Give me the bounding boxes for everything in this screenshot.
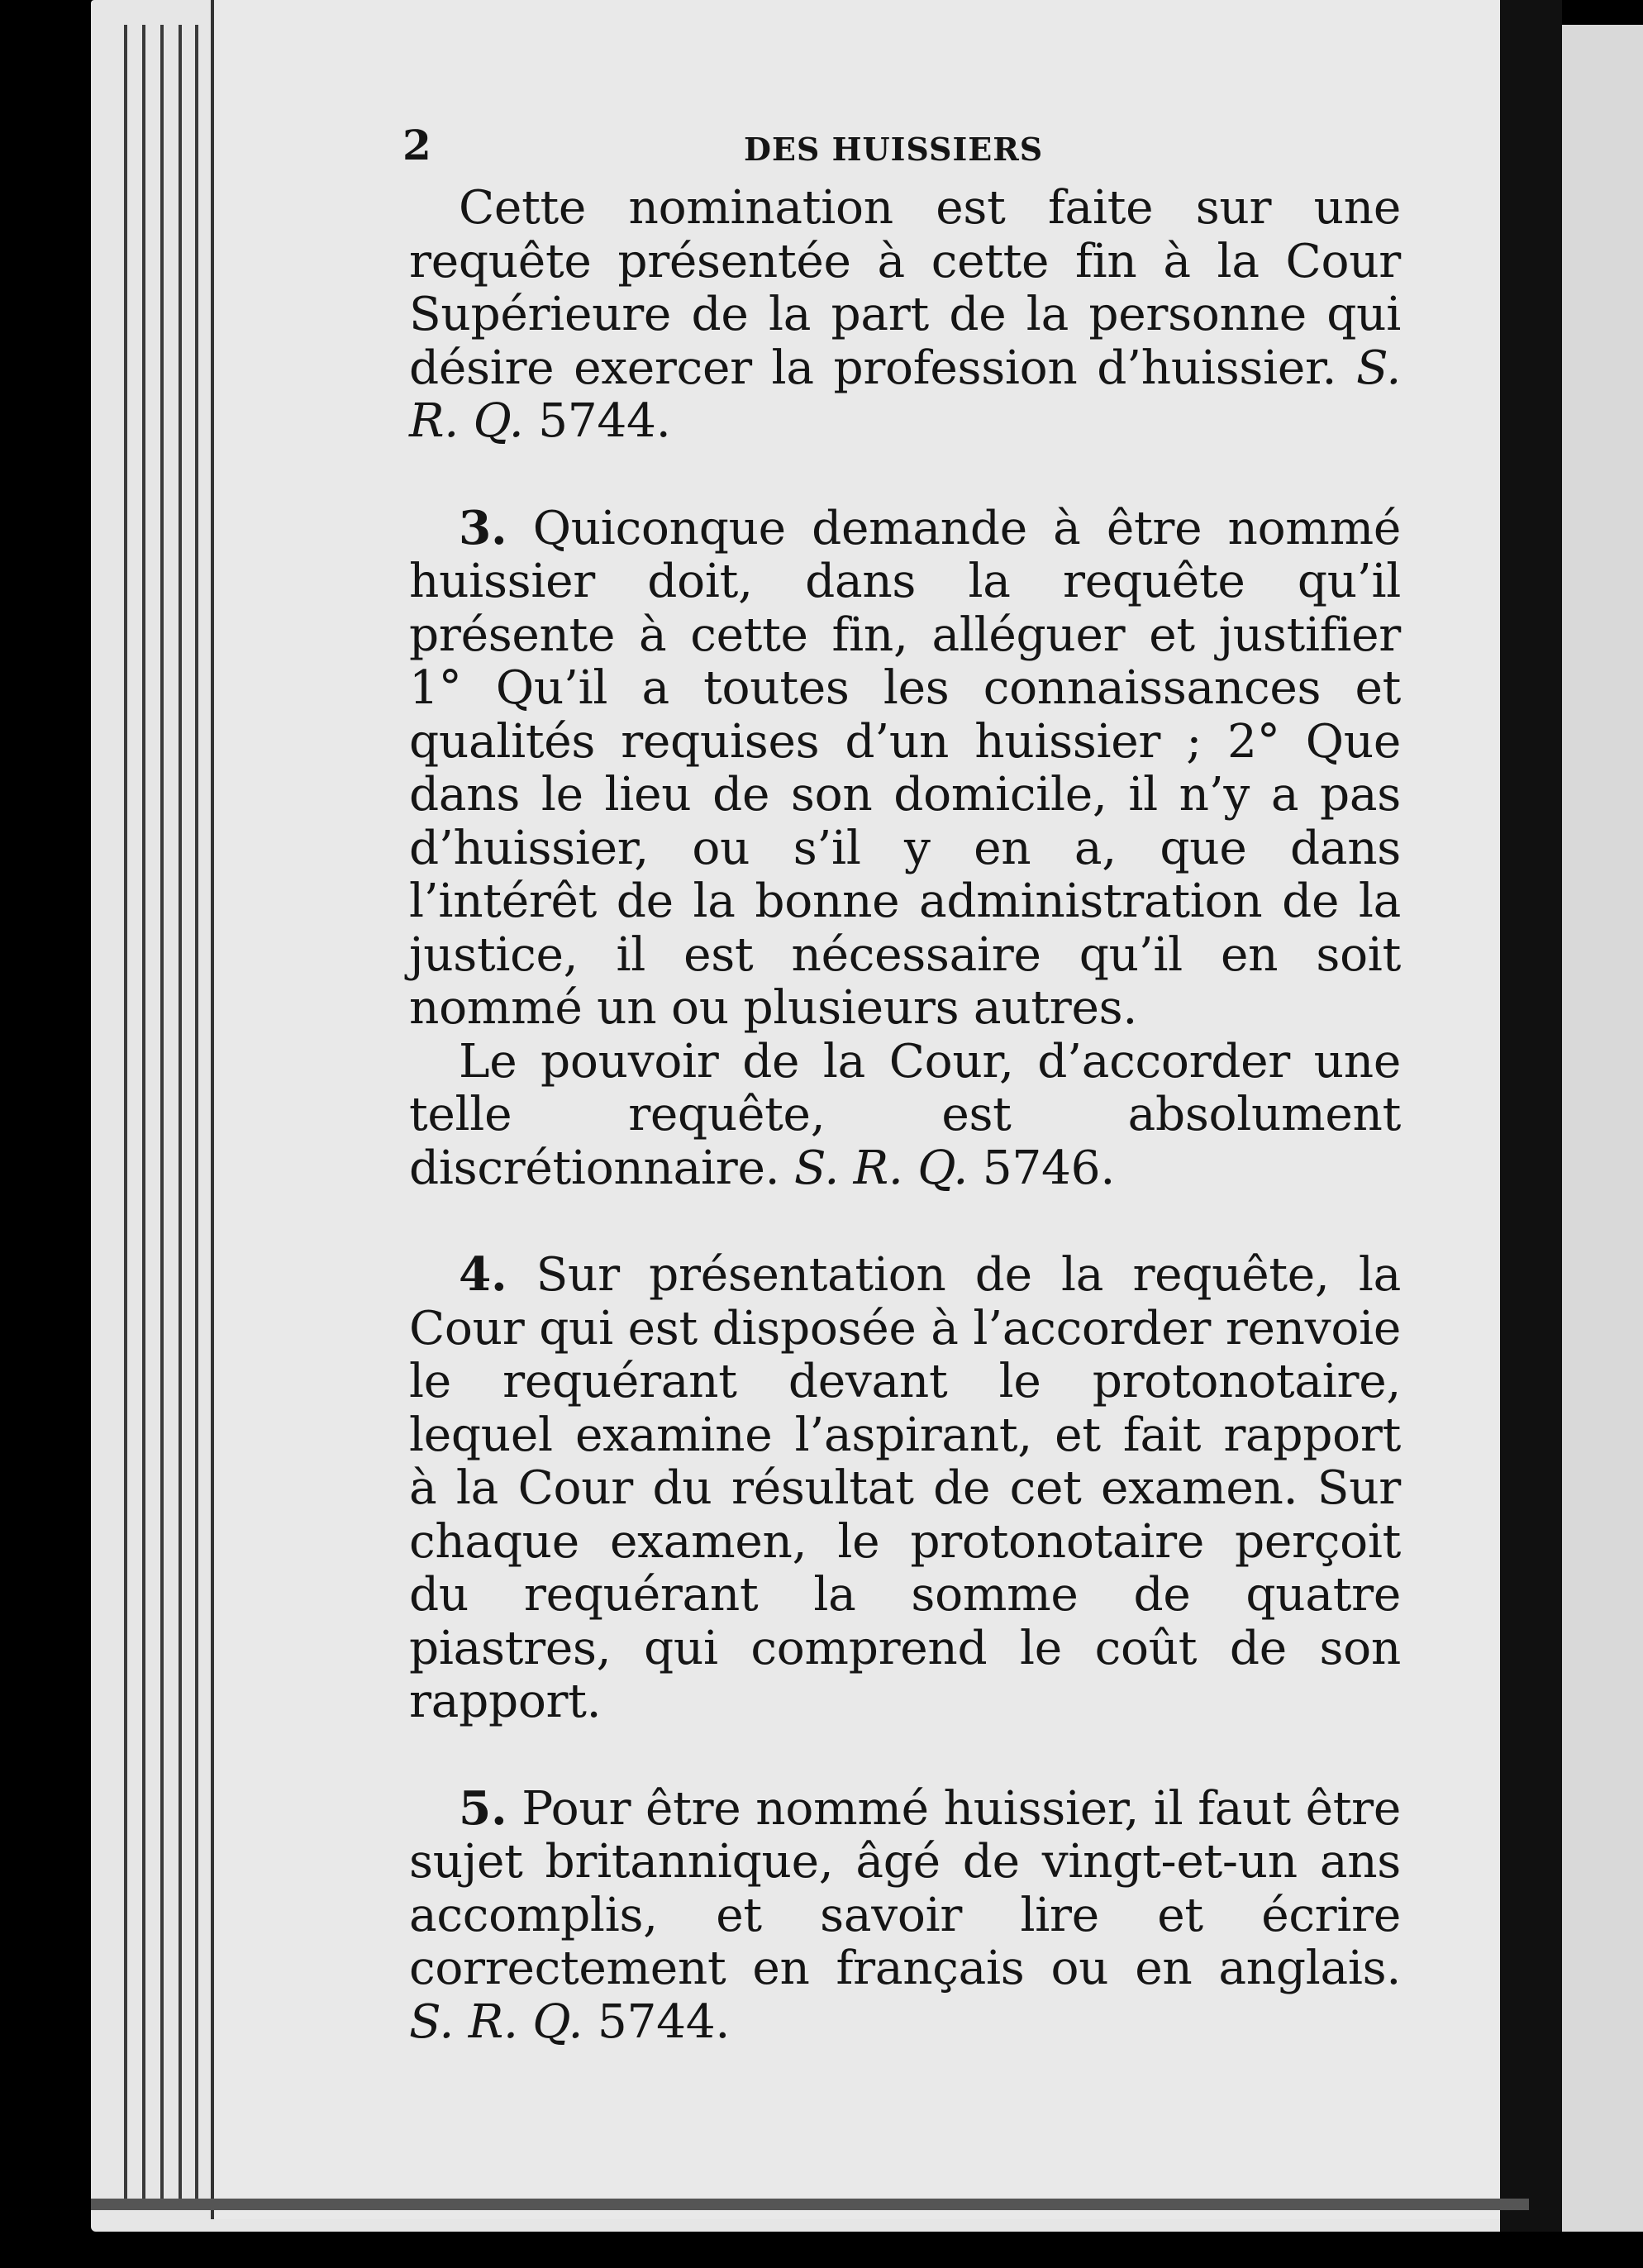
paragraph-text: Le pouvoir de la Cour, d’accorder une telle requête, est absolument discrétionnaire. [409, 1034, 1401, 1195]
running-header [402, 116, 1401, 182]
article-5 [409, 1782, 1401, 2050]
page-edge-line [195, 25, 198, 2199]
article-number: 4. [459, 1247, 507, 1302]
page-edge-line [179, 25, 182, 2199]
statute-number: 5746. [982, 1141, 1115, 1195]
page-edge-line [124, 25, 127, 2199]
statute-reference: S. R. Q. [793, 1141, 969, 1195]
paragraph-text: Pour être nommé huissier, il faut être sujet britannique, âgé de vingt-et-un ans accomplis, et savoir lire et écrire correctement en français ou en anglais. [409, 1781, 1401, 1995]
page-edge-line [142, 25, 145, 2199]
paragraph-text: Quiconque demande à être nommé huissier doit, dans la requête qu’il présente à cette fin, alléguer et justifier 1° Qu’il a toutes les connaissances et qualités requises d’un huissier ; 2° Que dans le lieu de son domicile, il n’y a pas d’huissier, ou s’il y en a, que dans l’intérêt de la bonne administration de la justice, il est nécessaire qu’il en soit nommé un ou plusieurs autres. [409, 501, 1401, 1035]
running-title: DES HUISSIERS [744, 131, 1044, 168]
statute-number: 5744. [538, 394, 671, 448]
paragraph-text: Cette nomination est faite sur une requête présentée à cette fin à la Cour Supérieure de la part de la personne qui désire exercer la profession d’huissier. [409, 181, 1401, 395]
paragraph-appointment [409, 182, 1401, 449]
next-page-edge [1562, 25, 1643, 2232]
page-bottom-edge [91, 2199, 1529, 2210]
article-number: 5. [459, 1780, 507, 1836]
statute-reference: S. R. Q. [409, 341, 1401, 448]
book-gutter [1500, 0, 1562, 2232]
article-number: 3. [459, 500, 507, 555]
paragraph-text: Sur présentation de la requête, la Cour qui est disposée à l’accorder renvoie le requérant devant le protonotaire, lequel examine l’aspirant, et fait rapport à la Cour du résultat de cet examen. Sur chaque examen, le protonotaire perçoit du requérant la somme de quatre piastres, qui comprend le coût de son rapport. [409, 1248, 1401, 1728]
article-4 [409, 1248, 1401, 1729]
article-3 [409, 502, 1401, 1036]
statute-number: 5744. [597, 1994, 731, 2049]
page-number: 2 [402, 121, 431, 169]
statute-reference: S. R. Q. [409, 1994, 583, 2049]
page-text [402, 116, 1401, 2049]
page-edge-line [160, 25, 164, 2199]
paragraph-court-power [409, 1036, 1401, 1196]
